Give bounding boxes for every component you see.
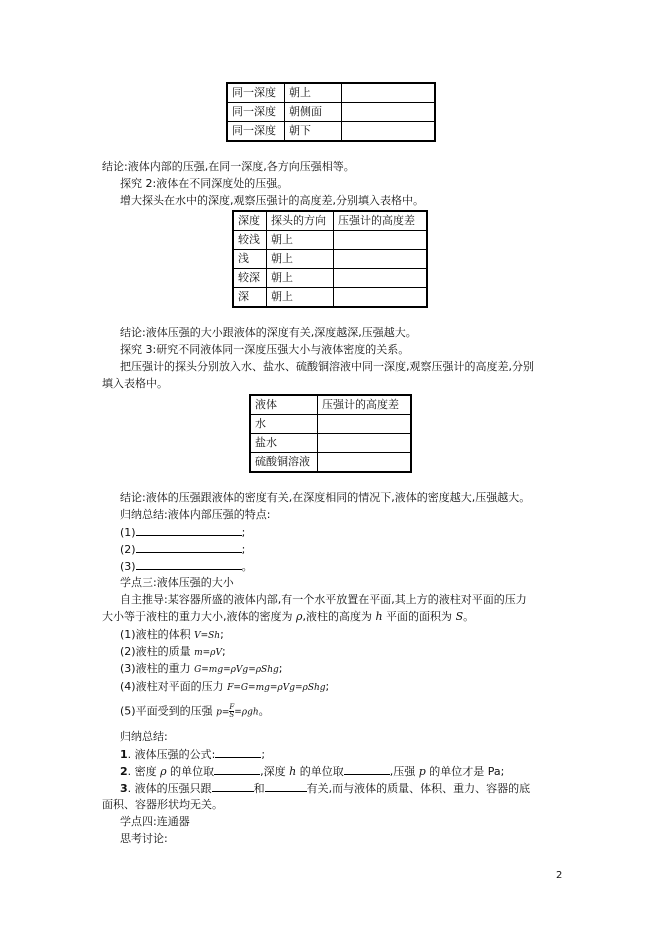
table-cell: 朝上 xyxy=(267,269,334,288)
summary-2-line-1: 1. 液体压强的公式: ; xyxy=(120,748,266,761)
point-3-title: 学点三:液体压强的大小 xyxy=(120,576,234,589)
table-row xyxy=(233,250,427,269)
table-cell xyxy=(334,250,428,269)
table-cell: 盐水 xyxy=(250,434,318,453)
summary-1-item-1: (1) ; xyxy=(120,526,246,539)
fill-blank[interactable] xyxy=(215,747,261,758)
table-cell xyxy=(334,231,428,250)
fill-blank[interactable] xyxy=(344,764,390,775)
fill-blank[interactable] xyxy=(136,525,242,536)
explore-2-instruction: 增大探头在水中的深度,观察压强计的高度差,分别填入表格中。 xyxy=(120,194,424,207)
explore-3-title: 探究 3:研究不同液体同一深度压强大小与液体密度的关系。 xyxy=(120,343,410,356)
fill-blank[interactable] xyxy=(265,781,307,792)
table-header-row xyxy=(250,395,411,415)
table-cell xyxy=(334,288,428,308)
table-header: 探头的方向 xyxy=(267,211,334,231)
summary-2-line-3: 3. 液体的压强只跟 和 有关,而与液体的质量、体积、重力、容器的底 xyxy=(120,782,531,795)
point-3-derive-line2: 大小等于液柱的重力大小,液体的密度为 ρ,液柱的高度为 h 平面的面积为 S。 xyxy=(102,610,475,623)
table-header: 压强计的高度差 xyxy=(334,211,428,231)
table-cell: 同一深度 xyxy=(227,83,285,103)
step-4: (4)液柱对平面的压力 F=G=mg=ρVg=ρShg; xyxy=(120,680,330,693)
table-cell: 深 xyxy=(233,288,267,308)
fill-blank[interactable] xyxy=(136,559,242,570)
table-header: 深度 xyxy=(233,211,267,231)
point-3-derive-line1: 自主推导:某容器所盛的液体内部,有一个水平放置在平面,其上方的液柱对平面的压力 xyxy=(120,593,527,606)
table-cell xyxy=(318,434,412,453)
table-cell: 朝侧面 xyxy=(285,103,342,122)
point-4-title: 学点四:连通器 xyxy=(120,815,190,828)
table-header: 压强计的高度差 xyxy=(318,395,412,415)
table-cell: 朝上 xyxy=(267,250,334,269)
table-row xyxy=(227,103,435,122)
table-cell xyxy=(342,83,436,103)
table-row xyxy=(233,288,427,308)
table-row xyxy=(250,453,411,473)
summary-2-title: 归纳总结: xyxy=(120,730,168,743)
fill-blank[interactable] xyxy=(136,542,242,553)
explore-2-title: 探究 2:液体在不同深度处的压强。 xyxy=(120,177,289,190)
table-row xyxy=(233,231,427,250)
summary-2-line-4: 面积、容器形状均无关。 xyxy=(102,798,223,811)
table-cell: 水 xyxy=(250,415,318,434)
step-3: (3)液柱的重力 G=mg=ρVg=ρShg; xyxy=(120,662,283,675)
summary-1-item-2: (2) ; xyxy=(120,543,246,556)
fill-blank[interactable] xyxy=(214,764,260,775)
step-1: (1)液柱的体积 V=Sh; xyxy=(120,628,224,641)
explore-3-conclusion: 结论:液体的压强跟液体的密度有关,在深度相同的情况下,液体的密度越大,压强越大。 xyxy=(120,491,531,504)
fill-blank[interactable] xyxy=(212,781,254,792)
table-cell: 朝上 xyxy=(267,288,334,308)
table-cell xyxy=(342,103,436,122)
summary-1-title: 归纳总结:液体内部压强的特点: xyxy=(120,508,271,521)
summary-2-line-2: 2. 密度 ρ 的单位取 ,深度 h 的单位取 ,压强 p 的单位才是 Pa; xyxy=(120,765,505,778)
table-cell xyxy=(318,415,412,434)
conclusion-1: 结论:液体内部的压强,在同一深度,各方向压强相等。 xyxy=(102,160,355,173)
table-header: 液体 xyxy=(250,395,318,415)
point-4-discuss: 思考讨论: xyxy=(120,832,168,845)
table-cell: 较深 xyxy=(233,269,267,288)
explore-3-instruction-line2: 填入表格中。 xyxy=(102,377,168,390)
table-cell: 较浅 xyxy=(233,231,267,250)
table-cell xyxy=(334,269,428,288)
table-row xyxy=(233,269,427,288)
table-cell xyxy=(318,453,412,473)
table-cell: 同一深度 xyxy=(227,122,285,142)
table-row xyxy=(227,83,435,103)
table-row xyxy=(250,415,411,434)
table-cell: 同一深度 xyxy=(227,103,285,122)
table-cell: 朝上 xyxy=(285,83,342,103)
page-number: 2 xyxy=(556,870,563,881)
table-cell xyxy=(342,122,436,142)
summary-1-item-3: (3) 。 xyxy=(120,560,253,573)
depth-direction-table xyxy=(226,82,436,142)
table-cell: 朝下 xyxy=(285,122,342,142)
table-header-row xyxy=(233,211,427,231)
table-row xyxy=(250,434,411,453)
pressure-fraction: $\frac{F}{S}$ xyxy=(229,703,235,719)
liquid-pressure-table xyxy=(249,394,412,473)
table-cell: 硫酸铜溶液 xyxy=(250,453,318,473)
explore-3-instruction-line1: 把压强计的探头分别放入水、盐水、硫酸铜溶液中同一深度,观察压强计的高度差,分别 xyxy=(120,360,534,373)
step-2: (2)液柱的质量 m=ρV; xyxy=(120,645,226,658)
table-cell: 浅 xyxy=(233,250,267,269)
table-cell: 朝上 xyxy=(267,231,334,250)
step-5: (5)平面受到的压强 p= $\frac{F}{S}$ =ρgh。 xyxy=(120,703,270,719)
depth-pressure-table xyxy=(232,210,428,308)
explore-2-conclusion: 结论:液体压强的大小跟液体的深度有关,深度越深,压强越大。 xyxy=(120,326,417,339)
table-row xyxy=(227,122,435,142)
